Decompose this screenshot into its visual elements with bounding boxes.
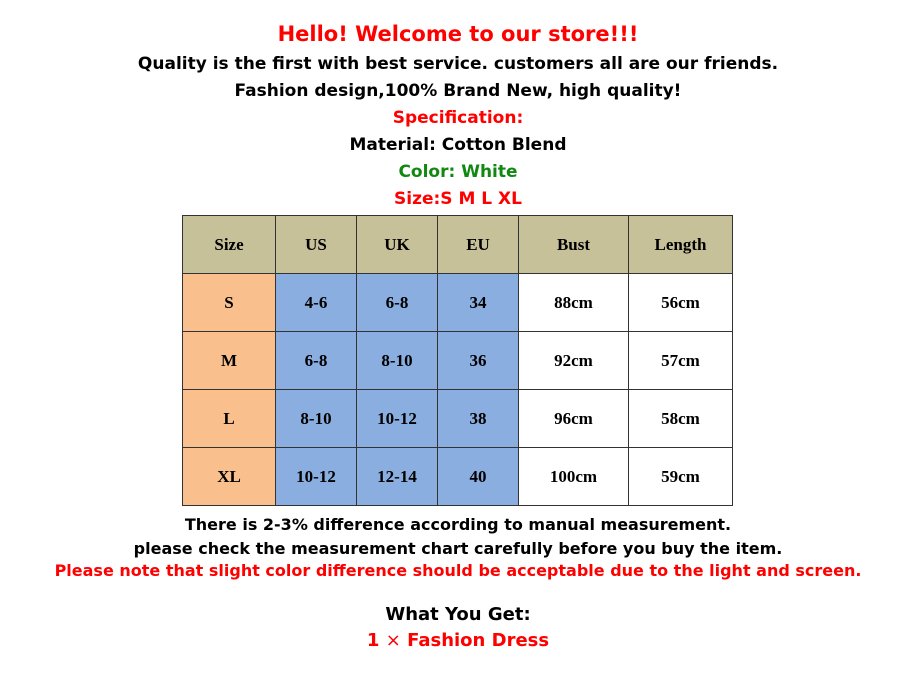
cell-size: XL [183,448,276,506]
package-quantity: 1 [366,630,380,651]
measurement-note: There is 2-3% difference according to manual measurement. [184,515,732,534]
header-length: Length [629,216,733,274]
cell-us: 6-8 [276,332,357,390]
size-row-xl [183,448,733,506]
size-options-text: Size:S M L XL [394,189,522,209]
color-difference-note: Please note that slight color difference should be acceptable due to the light and screen. [54,561,862,580]
cell-us: 10-12 [276,448,357,506]
material-text: Material: Cotton Blend [349,135,567,155]
cell-us: 8-10 [276,390,357,448]
cell-eu: 38 [438,390,519,448]
cell-eu: 40 [438,448,519,506]
cell-uk: 8-10 [357,332,438,390]
color-text: Color: White [398,162,518,182]
cell-uk: 12-14 [357,448,438,506]
header-bust: Bust [519,216,629,274]
cell-bust: 100cm [519,448,629,506]
cell-length: 56cm [629,274,733,332]
size-chart-header-row [183,216,733,274]
cell-bust: 88cm [519,274,629,332]
cell-length: 57cm [629,332,733,390]
size-chart-table [182,215,733,506]
cell-uk: 10-12 [357,390,438,448]
package-item [0,630,916,651]
multiply-sign: × [385,630,401,651]
header-size: Size [183,216,276,274]
cell-length: 58cm [629,390,733,448]
size-row-l [183,390,733,448]
cell-size: S [183,274,276,332]
header-eu: EU [438,216,519,274]
header-us: US [276,216,357,274]
fashion-statement: Fashion design,100% Brand New, high quality! [234,81,682,101]
size-row-m [183,332,733,390]
quality-statement: Quality is the first with best service. customers all are our friends. [137,54,779,74]
check-chart-note: please check the measurement chart carefully before you buy the item. [133,539,783,558]
package-heading: What You Get: [385,604,531,625]
cell-size: L [183,390,276,448]
cell-us: 4-6 [276,274,357,332]
cell-uk: 6-8 [357,274,438,332]
cell-length: 59cm [629,448,733,506]
specification-heading: Specification: [392,108,524,128]
cell-size: M [183,332,276,390]
welcome-heading: Hello! Welcome to our store!!! [277,22,639,46]
size-row-s [183,274,733,332]
cell-eu: 34 [438,274,519,332]
cell-bust: 92cm [519,332,629,390]
header-uk: UK [357,216,438,274]
cell-eu: 36 [438,332,519,390]
cell-bust: 96cm [519,390,629,448]
package-item-name: Fashion Dress [407,630,550,651]
